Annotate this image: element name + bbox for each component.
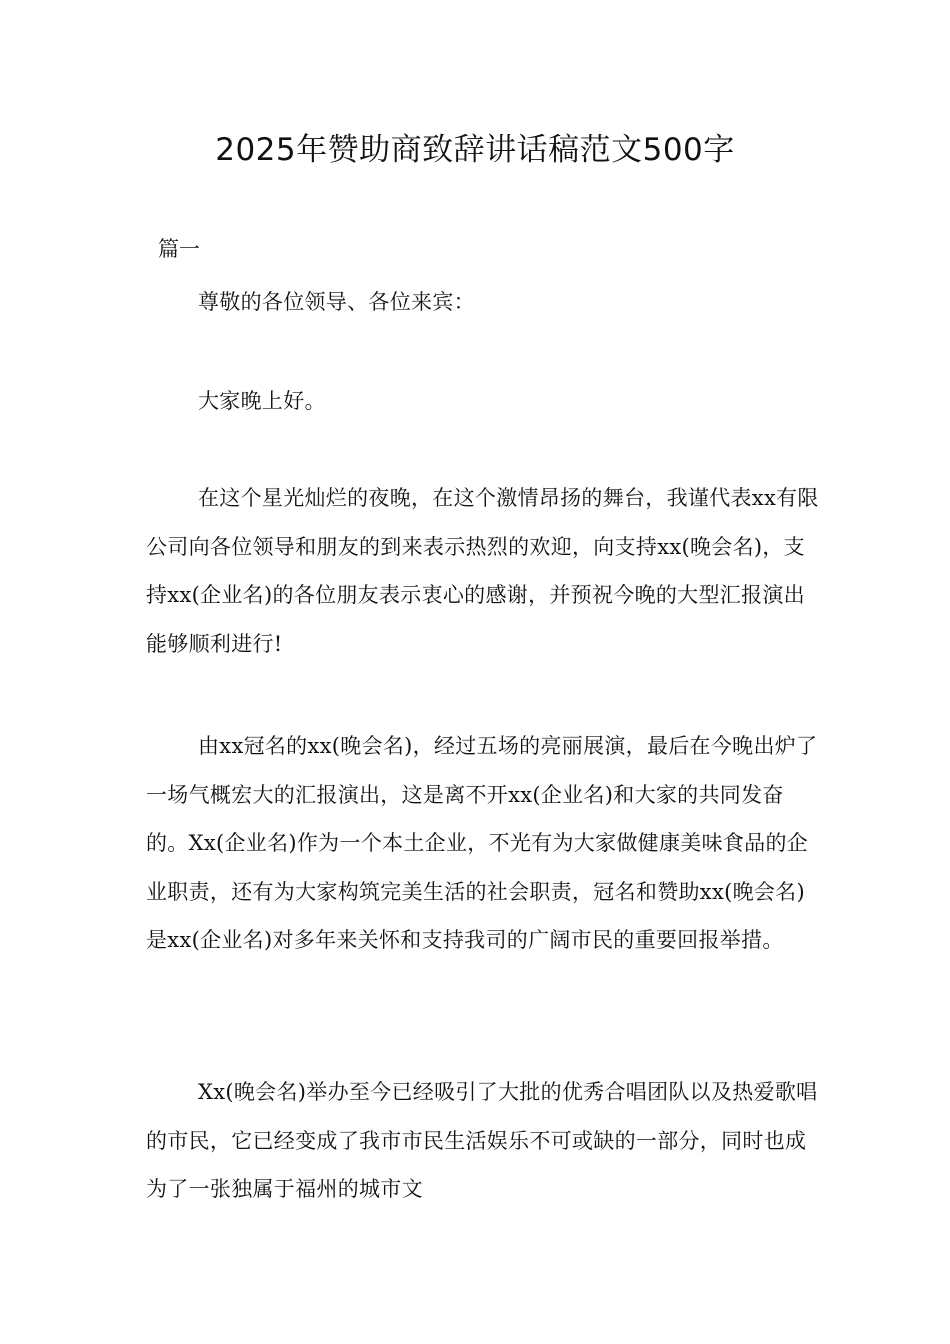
paragraph-salutation: 大家晚上好。 bbox=[198, 389, 326, 413]
paragraph-sponsorship: 由xx冠名的xx(晚会名)，经过五场的亮丽展演，最后在今晚出炉了一场气概宏大的汇报演出，这是离不开xx(企业名)和大家的共同发奋的。Xx(企业名)作为一个本土企业，不光有为大家做健康美味食品的企业职责，还有为大家构筑完美生活的社会职责，冠名和赞助xx(晚会名)是xx(企业名)对多年来关怀和支持我司的广阔市民的重要回报举措。 bbox=[146, 734, 818, 953]
document-title: 2025年赞助商致辞讲话稿范文500字 bbox=[215, 132, 735, 168]
paragraph-event-impact: Xx(晚会名)举办至今已经吸引了大批的优秀合唱团队以及热爱歌唱的市民，它已经变成了我市市民生活娱乐不可或缺的一部分，同时也成为了一张独属于福州的城市文 bbox=[146, 1080, 818, 1202]
section-label: 篇一 bbox=[158, 237, 200, 261]
paragraph-welcome: 在这个星光灿烂的夜晚，在这个激情昂扬的舞台，我谨代表xx有限公司向各位领导和朋友的到来表示热烈的欢迎，向支持xx(晚会名)，支持xx(企业名)的各位朋友表示衷心的感谢，并预祝今晚的大型汇报演出能够顺利进行! bbox=[146, 486, 819, 656]
paragraph-greeting: 尊敬的各位领导、各位来宾： bbox=[198, 290, 475, 314]
